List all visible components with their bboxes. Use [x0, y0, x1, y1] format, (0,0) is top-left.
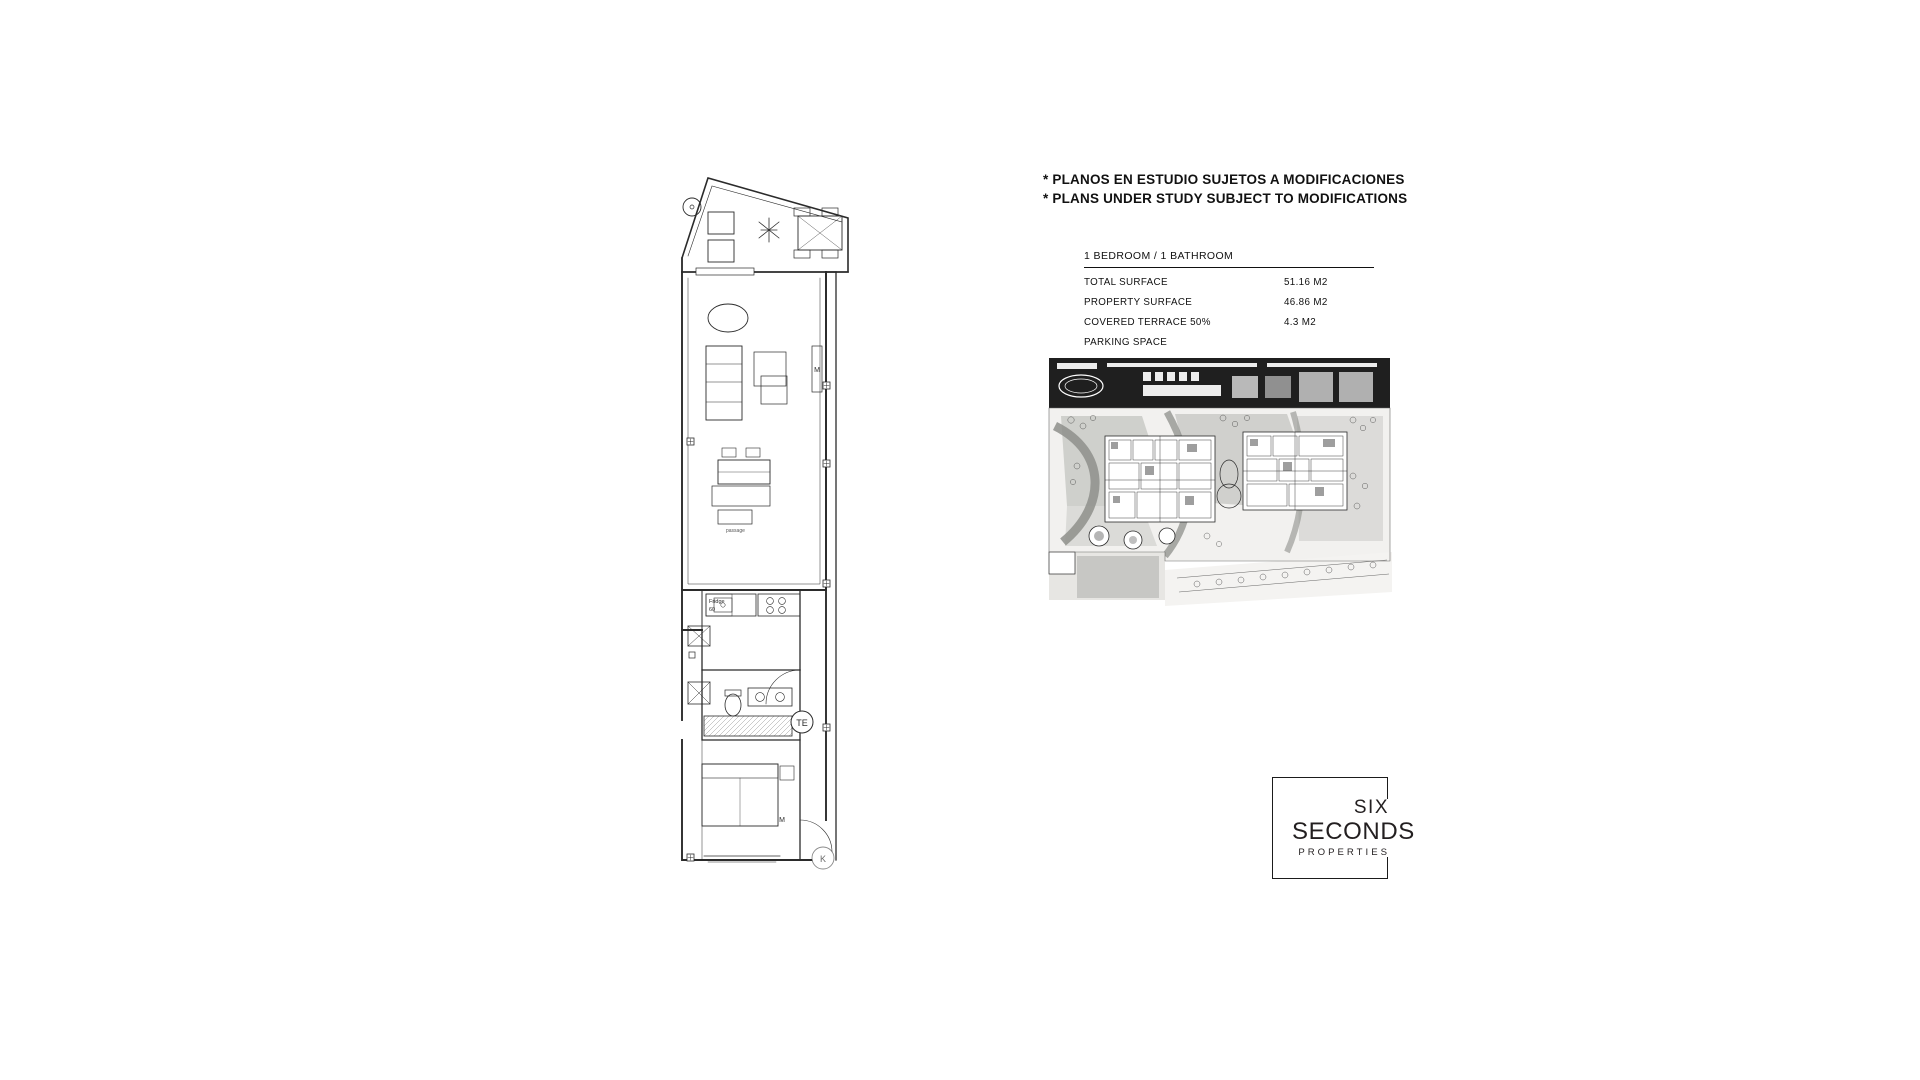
spec-label: PROPERTY SURFACE: [1084, 297, 1193, 308]
logo-line-properties: PROPERTIES: [1298, 847, 1390, 858]
spec-label: COVERED TERRACE 50%: [1084, 317, 1211, 328]
svg-text:passage: passage: [726, 528, 745, 534]
svg-text:K: K: [819, 854, 827, 864]
spec-value: 4.3 M2: [1284, 317, 1317, 328]
site-plan-image: [1047, 356, 1392, 606]
unit-spec-table: [1084, 250, 1374, 348]
note-spanish: * PLANOS EN ESTUDIO SUJETOS A MODIFICACIONES: [1043, 172, 1405, 187]
spec-label: PARKING SPACE: [1084, 337, 1168, 348]
svg-text:M: M: [814, 367, 820, 374]
table-row: [1084, 328, 1374, 348]
brand-logo: [1272, 777, 1415, 881]
table-row: [1084, 308, 1374, 328]
svg-text:TE: TE: [796, 718, 808, 728]
disclaimer-notes: [1043, 170, 1443, 208]
spec-value: [1284, 337, 1374, 348]
table-row: [1084, 268, 1374, 288]
logo-wordmark: [1292, 797, 1422, 860]
svg-text:M: M: [779, 817, 785, 824]
apartment-floor-plan: [630, 160, 890, 910]
logo-line-six: SIX: [1353, 797, 1389, 818]
spec-title: 1 BEDROOM / 1 BATHROOM: [1084, 250, 1374, 268]
spec-label: TOTAL SURFACE: [1084, 277, 1168, 288]
spec-value: 46.86 M2: [1284, 297, 1328, 308]
logo-line-seconds: SECONDS: [1292, 818, 1415, 845]
svg-text:Fridge: Fridge: [709, 599, 725, 605]
spec-value: 51.16 M2: [1284, 277, 1328, 288]
svg-text:60: 60: [709, 607, 716, 613]
note-english: * PLANS UNDER STUDY SUBJECT TO MODIFICATIONS: [1043, 191, 1408, 206]
table-row: [1084, 288, 1374, 308]
